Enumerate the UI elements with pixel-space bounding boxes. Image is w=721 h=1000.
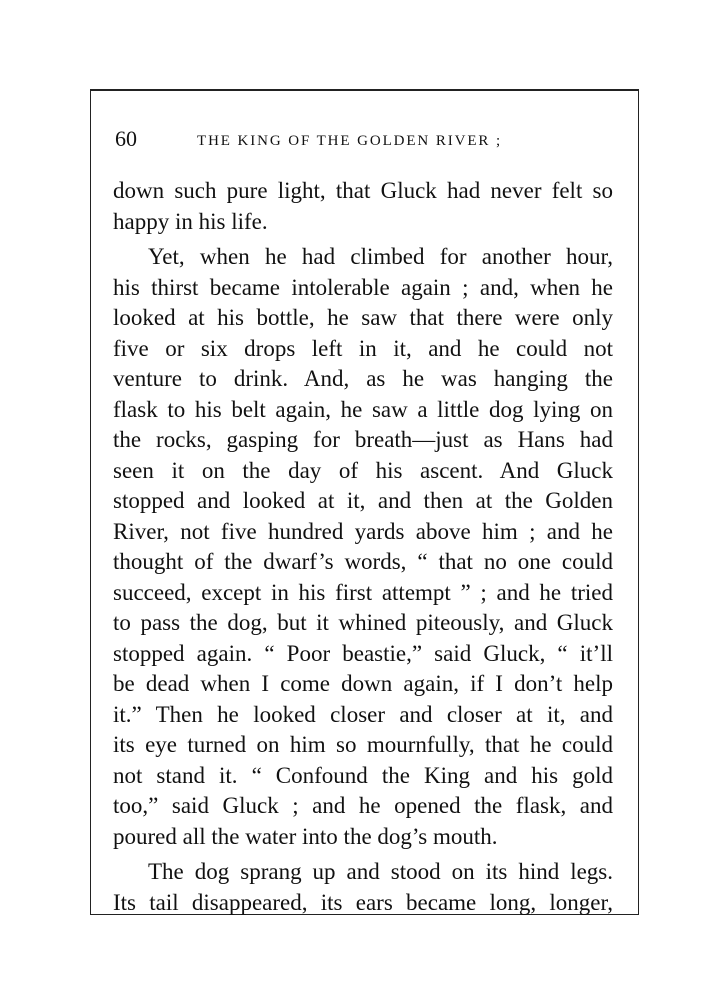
- running-head: THE KING OF THE GOLDEN RIVER ;: [197, 133, 503, 149]
- text-line: looked at his bottle, he saw that there were only: [113, 305, 613, 330]
- page-header: [115, 124, 615, 154]
- text-line: not stand it. “ Confound the King and his gold: [113, 762, 613, 788]
- text-line: it.” Then he looked closer and closer at it, and: [113, 701, 613, 727]
- text-line: happy in his life.: [113, 208, 268, 234]
- paragraph: [113, 176, 613, 237]
- text-line: to pass the dog, but it whined piteously, and Gluck: [113, 610, 613, 635]
- text-line: down such pure light, that Gluck had never felt so: [113, 178, 613, 203]
- text-line: The dog sprang up and stood on its hind legs.: [148, 859, 613, 884]
- text-line: River, not five hundred yards above him ; and he: [113, 518, 613, 544]
- text-line: Its tail disappeared, its ears became long, longer,: [113, 889, 613, 915]
- text-line: five or six drops left in it, and he could not: [113, 335, 613, 361]
- text-line: its eye turned on him so mournfully, that he could: [113, 732, 613, 757]
- text-line: too,” said Gluck ; and he opened the flask, and: [113, 793, 613, 818]
- paragraph: [113, 242, 613, 852]
- paragraph: [113, 857, 613, 918]
- text-line: Yet, when he had climbed for another hour,: [148, 244, 613, 269]
- body-text: [113, 176, 613, 918]
- text-line: thought of the dwarf’s words, “ that no one could: [113, 549, 613, 574]
- text-line: stopped and looked at it, and then at the Golden: [113, 488, 613, 513]
- page-number: 60: [115, 126, 137, 151]
- text-line: poured all the water into the dog’s mouth.: [113, 823, 498, 849]
- text-line: flask to his belt again, he saw a little dog lying on: [113, 396, 613, 422]
- text-line: his thirst became intolerable again ; and, when he: [113, 274, 613, 300]
- text-line: venture to drink. And, as he was hanging the: [113, 366, 613, 391]
- text-line: succeed, except in his first attempt ” ; and he tried: [113, 579, 613, 605]
- text-line: be dead when I come down again, if I don’t help: [113, 671, 613, 696]
- text-line: the rocks, gasping for breath—just as Hans had: [113, 427, 613, 452]
- text-line: stopped again. “ Poor beastie,” said Gluck, “ it’ll: [113, 640, 613, 666]
- text-line: seen it on the day of his ascent. And Gluck: [113, 457, 613, 483]
